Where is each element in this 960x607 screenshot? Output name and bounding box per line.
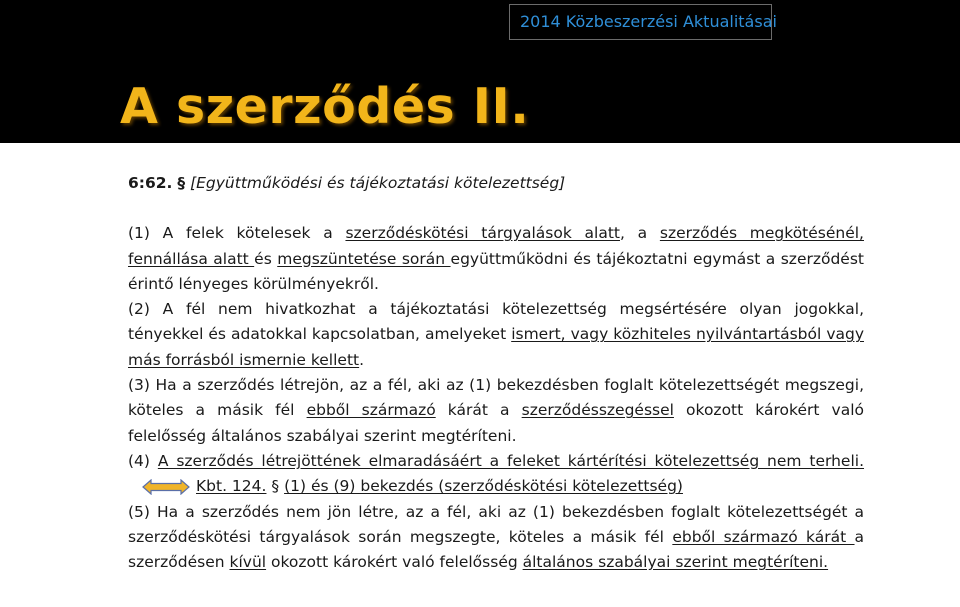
- text: (5) Ha a szerződés nem jön létre, az a fél, aki az (1) bekezdésben foglalt kötelezettségét a szerződéskötési tárgyalások során megszegte, köteles a másik fél: [128, 502, 864, 546]
- text: okozott károkért való felelősség: [266, 553, 523, 572]
- text: kárát a: [435, 401, 522, 420]
- underlined-text: ebből származó: [306, 401, 436, 420]
- paragraph-4: [128, 449, 864, 500]
- underlined-text: általános szabályai szerint megtéríteni.: [522, 553, 829, 572]
- text: (3) Ha a szerződés létrejön, az a fél, aki az (1) bekezdésben foglalt kötelezettségét megszegi, köteles a másik fél: [128, 376, 864, 420]
- spacer: [128, 196, 864, 221]
- section-number: 6:62.: [128, 174, 173, 192]
- underlined-text: szerződés megkötésénél, fennállása alatt: [128, 224, 864, 268]
- text: és: [254, 249, 278, 268]
- text: okozott károkért való felelősség általános szabályai szerint megtéríteni.: [128, 401, 864, 445]
- text: (4): [128, 451, 158, 470]
- slide-title: A szerződés II.: [120, 78, 530, 135]
- text: együttműködni és tájékoztatni egymást a szerződést érintő lényeges körülményekről.: [128, 249, 864, 293]
- paragraph-1: [128, 221, 864, 297]
- slide-header: [0, 0, 960, 143]
- conference-badge: 2014 Közbeszerzési Aktualitásai: [509, 4, 772, 40]
- underlined-text: Kbt. 124.: [196, 477, 267, 496]
- underlined-text: (1) és (9) bekezdés (szerződéskötési kötelezettség): [284, 477, 683, 496]
- underlined-text: megszüntetése során: [277, 249, 451, 268]
- double-arrow-icon: [142, 479, 190, 495]
- underlined-text: A szerződés létrejöttének elmaradásáért a feleket kártérítési kötelezettség nem terheli.: [157, 451, 865, 470]
- slide-body: [128, 171, 864, 575]
- text: , a: [619, 224, 660, 243]
- text: §: [266, 477, 285, 496]
- underlined-text: ebből származó kárát: [672, 527, 855, 546]
- paragraph-5: [128, 500, 864, 576]
- underlined-text: kívül: [229, 553, 267, 572]
- underlined-text: szerződéskötési tárgyalások alatt: [345, 224, 620, 243]
- paragraph-3: [128, 373, 864, 449]
- paragraph-2: [128, 297, 864, 373]
- text: (1) A felek kötelesek a: [128, 224, 346, 243]
- underlined-text: ismert, vagy közhiteles nyilvántartásból vagy más forrásból ismernie kellett: [128, 325, 864, 369]
- section-heading: [128, 171, 864, 196]
- section-title: [Együttműködési és tájékoztatási kötelezettség]: [190, 174, 566, 192]
- text: (2) A fél nem hivatkozhat a tájékoztatási kötelezettség megsértésére olyan jogokkal, tényekkel és adatokkal kapcsolatban, amelyeket: [128, 300, 864, 344]
- text: a szerződésen: [128, 527, 865, 572]
- section-sign: §: [177, 174, 186, 192]
- text: .: [359, 350, 365, 369]
- underlined-text: szerződésszegéssel: [521, 401, 674, 420]
